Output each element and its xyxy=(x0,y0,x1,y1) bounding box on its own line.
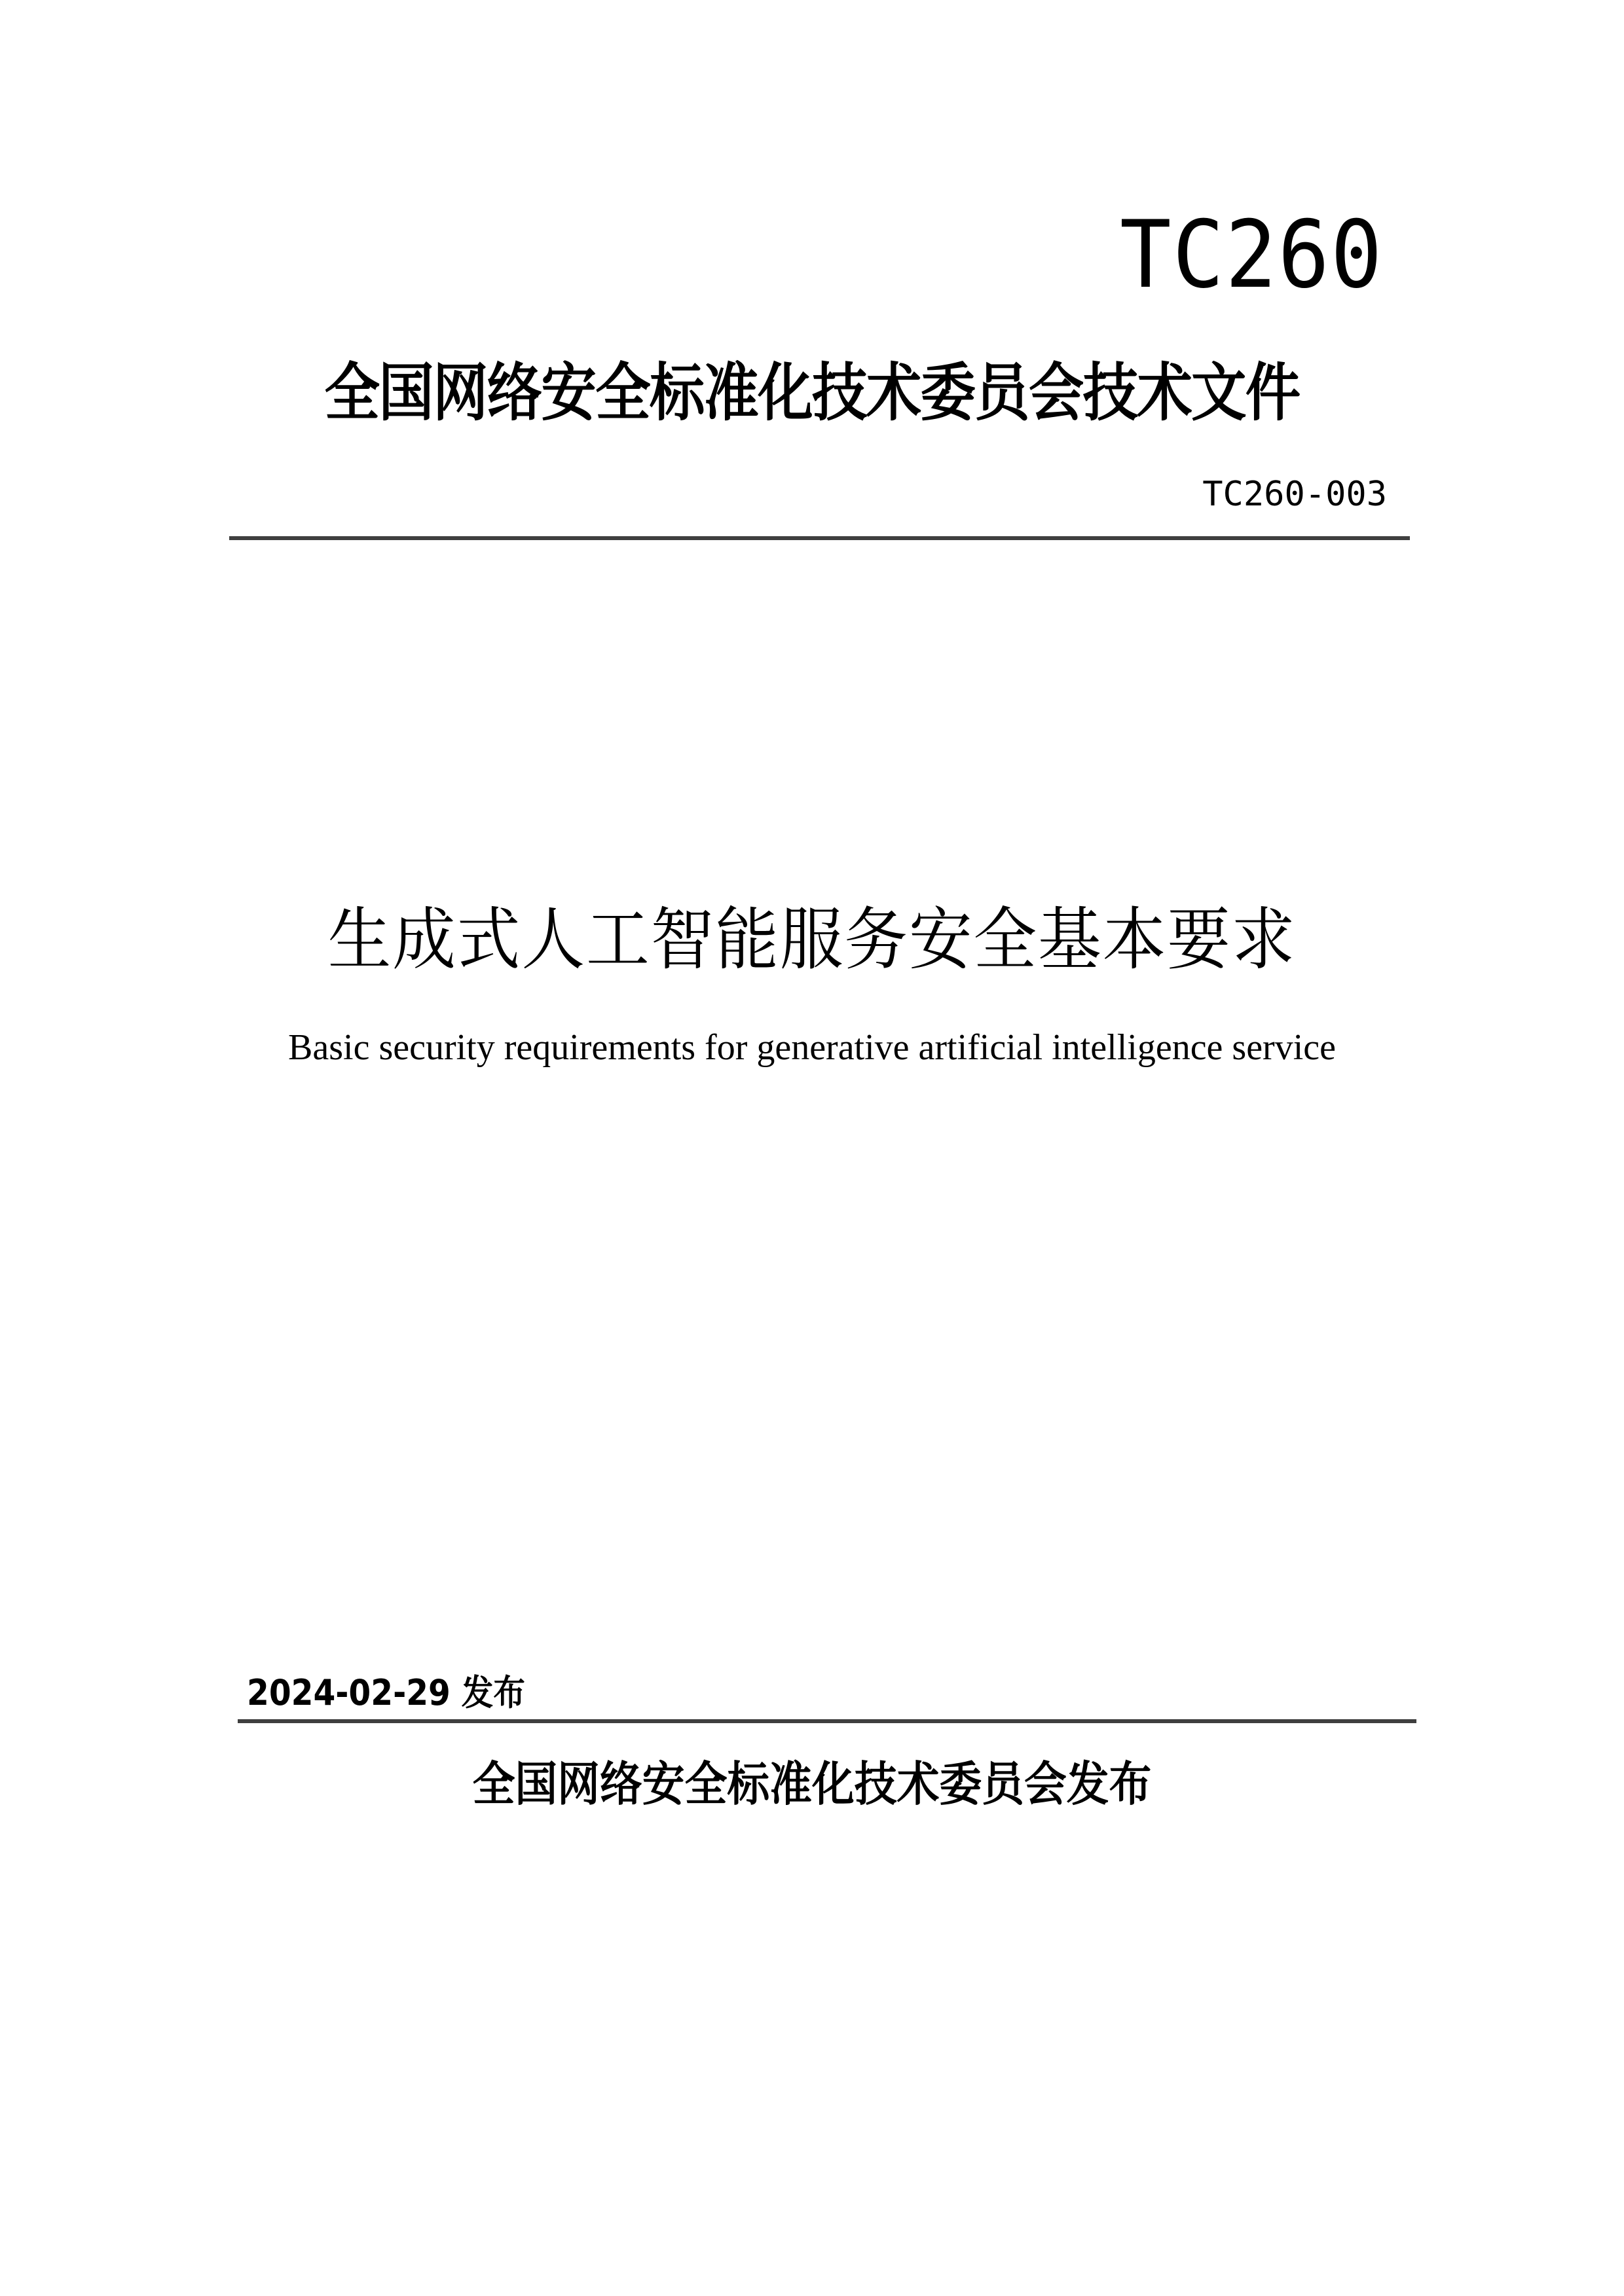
publisher: 全国网络安全标准化技术委员会发布 xyxy=(472,1757,1152,1812)
document-title-english: Basic security requirements for generative artificial intelligence service xyxy=(288,1027,1336,1068)
issue-date: 2024-02-29 发布 xyxy=(247,1672,525,1713)
committee-code: TC260 xyxy=(1119,201,1383,309)
header-divider xyxy=(229,536,1410,540)
document-title-chinese: 生成式人工智能服务安全基本要求 xyxy=(327,900,1297,979)
document-number: TC260-003 xyxy=(1202,475,1387,514)
footer-divider xyxy=(238,1719,1416,1723)
organization-document-type: 全国网络安全标准化技术委员会技术文件 xyxy=(324,356,1300,429)
